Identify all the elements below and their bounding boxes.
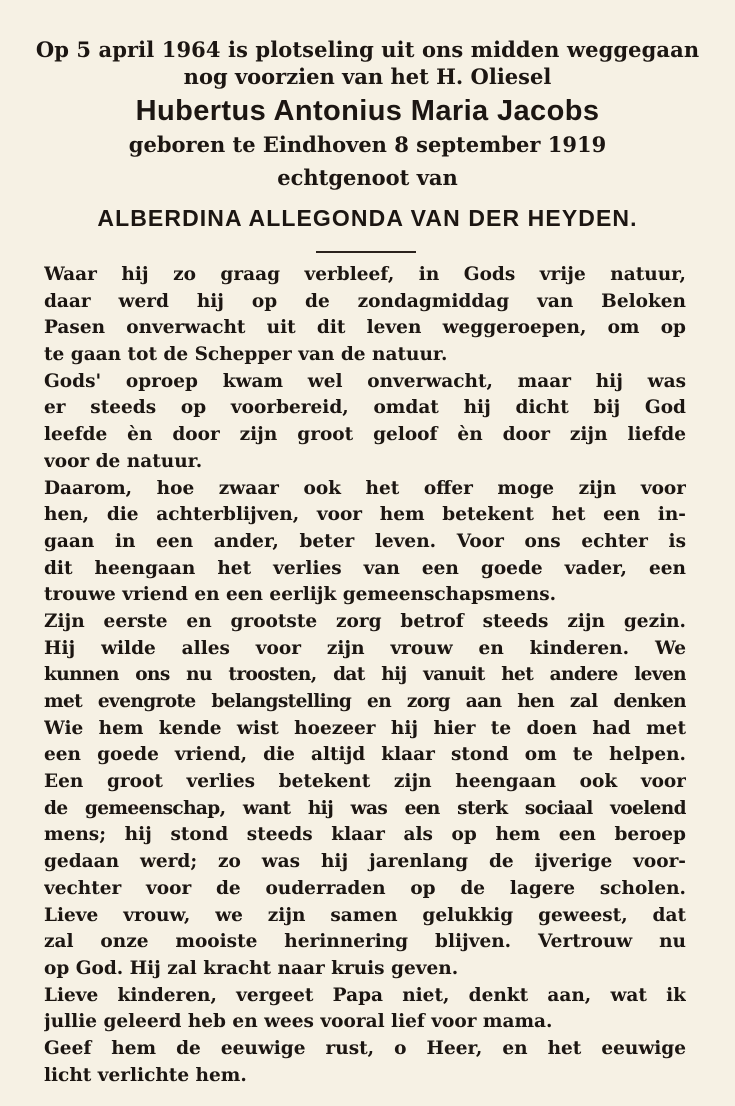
text-line: Lieve vrouw, we zijn samen gelukkig geweest, dat (44, 904, 686, 926)
text-line: Gods' oproep kwam wel onverwacht, maar hij was (44, 370, 686, 392)
text-line: Daarom, hoe zwaar ook het offer moge zijn voor (44, 477, 686, 499)
relation-line: echtgenoot van (277, 165, 458, 190)
text-line: voor de natuur. (44, 450, 203, 472)
birth-line: geboren te Eindhoven 8 september 1919 (128, 132, 607, 157)
text-line: Een groot verlies betekent zijn heengaan ook voor (44, 771, 686, 793)
text-line: hen, die achterblijven, voor hem betekent het een in- (44, 504, 686, 526)
text-line: Zijn eerste en grootste zorg betrof steeds zijn gezin. (44, 610, 686, 632)
text-line: op God. Hij zal kracht naar kruis geven. (44, 957, 459, 979)
text-line: zal onze mooiste herinnering blijven. Vertrouw nu (44, 931, 686, 953)
text-line: licht verlichte hem. (44, 1064, 247, 1086)
text-line: er steeds op voorbereid, omdat hij dicht bij God (44, 397, 686, 419)
text-line: mens; hij stond steeds klaar als op hem een beroep (44, 824, 686, 846)
spouse-name: ALBERDINA ALLEGONDA VAN DER HEYDEN. (97, 205, 638, 231)
memorial-text (44, 262, 686, 1089)
text-line: jullie geleerd heb en wees vooral lief voor mama. (44, 1011, 553, 1033)
text-line: trouwe vriend en een eerlijk gemeenschapsmens. (44, 584, 557, 606)
sacrament-line: nog voorzien van het H. Oliesel (183, 64, 552, 89)
deceased-name: Hubertus Antonius Maria Jacobs (135, 95, 600, 127)
text-line: de gemeenschap, want hij was een sterk sociaal voelend (44, 797, 686, 819)
text-line: Lieve kinderen, vergeet Papa niet, denkt aan, wat ik (44, 984, 686, 1006)
divider-rule (316, 251, 416, 253)
card-header (0, 36, 735, 235)
text-line: dit heengaan het verlies van een goede vader, een (44, 557, 686, 579)
text-line: vechter voor de ouderraden op de lagere scholen. (44, 877, 686, 899)
text-line: Wie hem kende wist hoezeer hij hier te doen had met (44, 717, 686, 739)
text-line: Pasen onverwacht uit dit leven weggeroepen, om op (44, 317, 686, 339)
text-line: daar werd hij op de zondagmiddag van Beloken (44, 290, 686, 312)
text-line: Geef hem de eeuwige rust, o Heer, en het eeuwige (44, 1037, 686, 1059)
text-line: gedaan werd; zo was hij jarenlang de ijverige voor- (44, 851, 686, 873)
text-line: kunnen ons nu troosten, dat hij vanuit het andere leven (44, 664, 686, 686)
text-line: te gaan tot de Schepper van de natuur. (44, 344, 448, 366)
text-line: Hij wilde alles voor zijn vrouw en kinderen. We (44, 637, 686, 659)
text-line: leefde èn door zijn groot geloof èn door zijn liefde (44, 424, 686, 446)
text-line: gaan in een ander, beter leven. Voor ons echter is (44, 530, 686, 552)
text-line: een goede vriend, die altijd klaar stond om te helpen. (44, 744, 686, 766)
announcement-line: Op 5 april 1964 is plotseling uit ons midden weggegaan (35, 37, 700, 62)
text-line: Waar hij zo graag verbleef, in Gods vrije natuur, (44, 264, 686, 285)
text-line: met evengrote belangstelling en zorg aan hen zal denken (44, 691, 686, 712)
